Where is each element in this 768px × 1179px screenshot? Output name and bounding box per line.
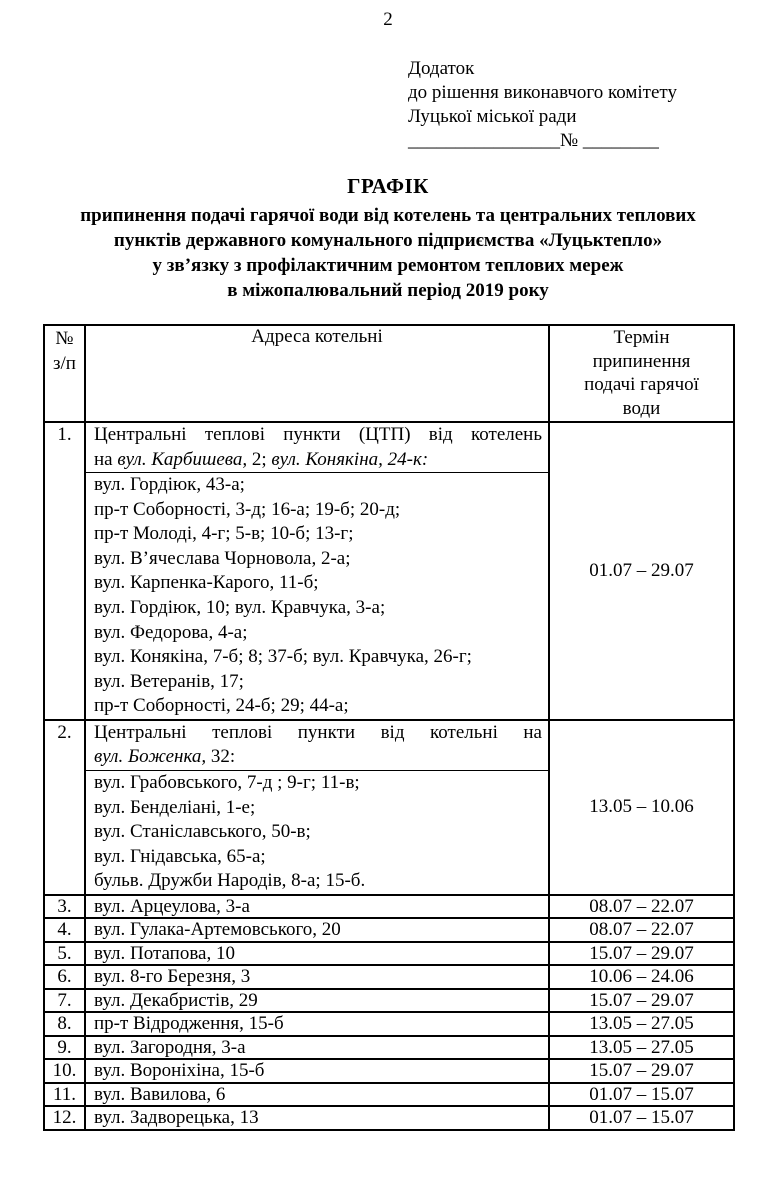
table-row [44, 1083, 734, 1107]
street-line: вул. Гордіюк, 43-а; [94, 474, 245, 495]
street-line: вул. Станіславського, 50-в; [94, 821, 311, 843]
row-address: вул. Гулака-Артемовського, 20 [85, 918, 549, 942]
row-address-cell [85, 720, 549, 895]
table-row [44, 720, 734, 895]
group-header-line: Центральні теплові пункти (ЦТП) від котелень [94, 424, 542, 445]
row-number: 11. [44, 1083, 85, 1107]
street-list [86, 771, 548, 894]
row-address: вул. Задворецька, 13 [85, 1106, 549, 1130]
header-term-line: Термін [613, 327, 670, 348]
subtitle-line: в міжопалювальний період 2019 року [227, 280, 549, 301]
subtitle-line: у зв’язку з профілактичним ремонтом теплових мереж [152, 255, 624, 276]
street-line: вул. Ветеранів, 17; [94, 670, 244, 692]
row-address: вул. Загородня, 3-а [85, 1036, 549, 1060]
row-address: вул. Вороніхіна, 15-б [85, 1059, 549, 1083]
street-line: бульв. Дружби Народів, 8-а; 15-б. [94, 870, 366, 892]
street-list [86, 473, 548, 719]
header-segment: 2; [247, 448, 272, 470]
row-number: 7. [44, 989, 85, 1013]
row-number: 8. [44, 1012, 85, 1036]
row-term: 13.05 – 27.05 [549, 1036, 734, 1060]
street-line: вул. Гордіюк, 10; вул. Кравчука, 3-а; [94, 596, 386, 618]
header-segment: 32: [206, 746, 236, 768]
header-term-line: припинення [592, 350, 691, 372]
table-row [44, 1036, 734, 1060]
row-term: 01.07 – 15.07 [549, 1083, 734, 1107]
annex-line: Луцької міської ради [408, 106, 577, 127]
row-address: вул. Потапова, 10 [85, 942, 549, 966]
header-cell-term [549, 325, 734, 422]
row-term: 08.07 – 22.07 [549, 918, 734, 942]
header-cell-address: Адреса котельні [85, 325, 549, 422]
row-number: 3. [44, 895, 85, 919]
row-number: 9. [44, 1036, 85, 1060]
header-num-line: з/п [53, 353, 76, 374]
header-cell-num [44, 325, 85, 422]
header-num-line: № [55, 328, 74, 349]
row-term: 01.07 – 15.07 [549, 1106, 734, 1130]
row-address: вул. 8-го Березня, 3 [85, 965, 549, 989]
row-address-cell [85, 422, 549, 720]
table-row [44, 1059, 734, 1083]
street-line: вул. Гнідавська, 65-а; [94, 845, 266, 867]
row-address: вул. Арцеулова, 3-а [85, 895, 549, 919]
row-number: 2. [44, 720, 85, 895]
row-term: 10.06 – 24.06 [549, 965, 734, 989]
group-header [86, 423, 548, 473]
schedule-table [43, 324, 735, 1131]
street-line: вул. Конякіна, 7-б; 8; 37-б; вул. Кравчука, 26-г; [94, 646, 472, 668]
table-row [44, 942, 734, 966]
table-header-row [44, 325, 734, 422]
table-row [44, 1106, 734, 1130]
row-address: пр-т Відродження, 15-б [85, 1012, 549, 1036]
table-row [44, 422, 734, 720]
row-number: 1. [44, 422, 85, 720]
header-segment-italic: вул. Карбишева, [117, 448, 248, 470]
row-number: 5. [44, 942, 85, 966]
row-address: вул. Вавилова, 6 [85, 1083, 549, 1107]
row-term: 08.07 – 22.07 [549, 895, 734, 919]
row-number: 6. [44, 965, 85, 989]
header-term-line: води [622, 397, 661, 419]
document-subtitle [43, 203, 733, 303]
page-number: 2 [383, 9, 393, 30]
street-line: вул. В’ячеслава Чорновола, 2-а; [94, 547, 351, 569]
table-row [44, 989, 734, 1013]
row-term: 15.07 – 29.07 [549, 1059, 734, 1083]
row-number: 12. [44, 1106, 85, 1130]
table-row [44, 965, 734, 989]
table-row [44, 895, 734, 919]
group-header-line [94, 745, 542, 770]
header-segment: на [94, 448, 118, 470]
table-row [44, 1012, 734, 1036]
row-number: 10. [44, 1059, 85, 1083]
row-number: 4. [44, 918, 85, 942]
group-header-line: Центральні теплові пункти від котельні на [94, 721, 542, 743]
row-address: вул. Декабристів, 29 [85, 989, 549, 1013]
row-term: 13.05 – 27.05 [549, 1012, 734, 1036]
document-title: ГРАФІК [347, 174, 429, 198]
row-term: 01.07 – 29.07 [549, 422, 734, 720]
street-line: вул. Карпенка-Карого, 11-б; [94, 572, 319, 594]
street-line: пр-т Соборності, 3-д; 16-а; 19-б; 20-д; [94, 498, 401, 520]
header-segment-italic: вул. Боженка, [94, 746, 207, 768]
annex-block [408, 57, 733, 153]
street-line: пр-т Соборності, 24-б; 29; 44-а; [94, 695, 349, 717]
group-header-line [94, 448, 542, 473]
row-term: 15.07 – 29.07 [549, 989, 734, 1013]
street-line: вул. Федорова, 4-а; [94, 621, 248, 643]
street-line: вул. Бенделіані, 1-е; [94, 796, 256, 818]
header-segment-italic: вул. Конякіна, 24-к: [271, 448, 429, 470]
group-header [86, 721, 548, 771]
street-line: пр-т Молоді, 4-г; 5-в; 10-б; 13-г; [94, 523, 354, 545]
street-line: вул. Грабовського, 7-д ; 9-г; 11-в; [94, 771, 360, 793]
table-row [44, 918, 734, 942]
annex-line: Додаток [408, 58, 475, 79]
annex-line: до рішення виконавчого комітету [408, 82, 677, 103]
subtitle-line: припинення подачі гарячої води від котелень та центральних теплових [80, 205, 696, 226]
header-term-line: подачі гарячої [584, 374, 699, 395]
subtitle-line: пунктів державного комунального підприємства «Луцьктепло» [113, 230, 663, 251]
row-term: 13.05 – 10.06 [549, 720, 734, 895]
annex-number-blank-line: ________________№ ________ [408, 130, 659, 151]
row-term: 15.07 – 29.07 [549, 942, 734, 966]
